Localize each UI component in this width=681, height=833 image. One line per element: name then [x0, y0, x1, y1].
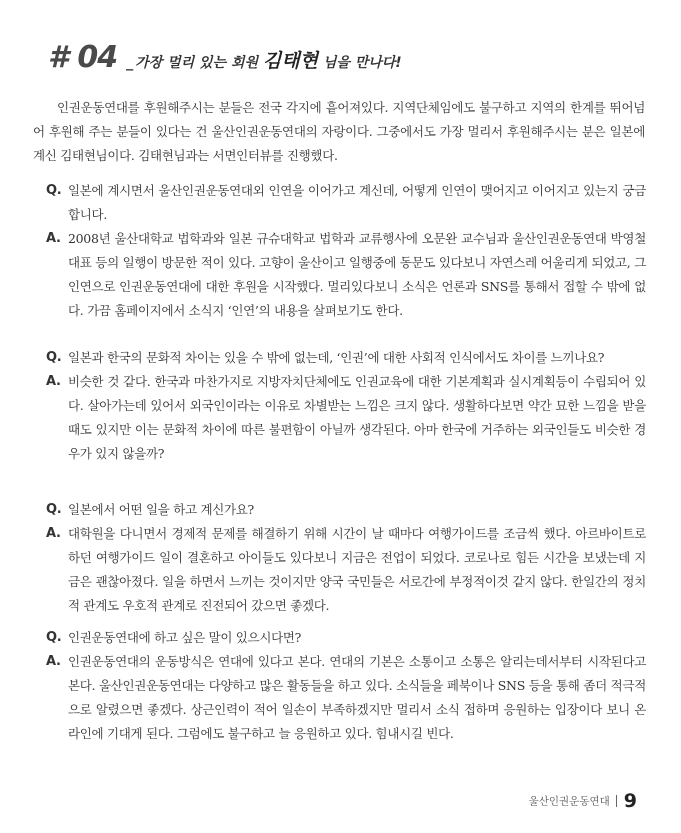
heading-subtitle-post: 님을 만나다! [322, 55, 402, 71]
article-heading [48, 40, 648, 80]
heading-subtitle [122, 50, 402, 72]
member-name: 김태현 [262, 50, 318, 72]
heading-underscore: _ [126, 55, 134, 71]
answer [46, 650, 646, 746]
answer [46, 370, 646, 466]
qa-block [46, 179, 646, 323]
intro-paragraph: 인권운동연대를 후원해주시는 분들은 전국 각지에 흩어져있다. 지역단체임에도 불구하고 지역의 한계를 뛰어넘어 후원해 주는 분들이 있다는 건 울산인권운동연대의 자랑이다. 그중에서도 가장 멀리서 후원해주시는 분은 일본에 계신 김태현님이다. 김태현님과는 서면인터뷰를 진행했다. [33, 100, 645, 163]
answer-text: 대학원을 다니면서 경제적 문제를 해결하기 위해 시간이 날 때마다 여행가이드를 조금씩 했다. 아르바이트로 하던 여행가이드 일이 결혼하고 아이들도 있다보니 지금은 전업이 되었다. 코로나로 힘든 시간을 보냈는데 지금은 괜찮아졌다. 일을 하면서 느끼는 것이지만 양국 국민들은 서로간에 부정적이것 같지 않다. 한일간의 정치적 관계도 우호적 관계로 진전되어 갔으면 좋겠다. [68, 526, 646, 613]
section-number: # 04 [48, 40, 118, 75]
question-text: 일본에서 어떤 일을 하고 계신가요? [68, 502, 254, 517]
question [46, 346, 646, 370]
footer-organization: 울산인권운동연대 [528, 795, 610, 808]
answer-text: 비슷한 것 같다. 한국과 마찬가지로 지방자치단체에도 인권교육에 대한 기본계획과 실시계획등이 수립되어 있다. 살아가는데 있어서 외국인이라는 이유로 차별받는 느낌은 크지 않다. 생활하다보면 약간 묘한 느낌을 받을 때도 있지만 이는 문화적 차이에 따른 불편함이 아닐까 생각된다. 아마 한국에 거주하는 외국인들도 비슷한 경우가 있지 않을까? [68, 374, 646, 461]
answer-text: 인권운동연대의 운동방식은 연대에 있다고 본다. 연대의 기본은 소통이고 소통은 알리는데서부터 시작된다고 본다. 울산인권운동연대는 다양하고 많은 활동들을 하고 있다. 소식들을 페북이나 SNS 등을 통해 좀더 적극적으로 알렸으면 좋겠다. 상근인력이 적어 일손이 부족하겠지만 멀리서 소식 접하며 응원하는 입장이다 보니 온라인에 기대게 된다. 그럼에도 불구하고 늘 응원하고 있다. 힘내시길 빈다. [68, 654, 646, 741]
qa-block [46, 346, 646, 466]
answer [46, 522, 646, 618]
answer-mark: A. [46, 374, 61, 389]
question [46, 498, 646, 522]
answer-mark: A. [46, 526, 61, 541]
question-mark: Q. [46, 502, 62, 517]
qa-block [46, 498, 646, 618]
qa-block [46, 626, 646, 746]
footer-divider [616, 795, 617, 807]
question [46, 626, 646, 650]
question-text: 일본과 한국의 문화적 차이는 있을 수 밖에 없는데, ‘인권’에 대한 사회적 인식에서도 차이를 느끼나요? [68, 350, 605, 365]
heading-subtitle-pre: 가장 멀리 있는 회원 [135, 55, 258, 71]
question-mark: Q. [46, 630, 62, 645]
answer-text: 2008년 울산대학교 법학과와 일본 규슈대학교 법학과 교류행사에 오문완 교수님과 울산인권운동연대 박영철 대표 등의 일행이 방문한 적이 있다. 고향이 울산이고 일행중에 동문도 있다보니 자연스레 어울리게 되었고, 그 인연으로 인권운동연대에 대한 후원을 시작했다. 멀리있다보니 소식은 언론과 SNS를 통해서 접할 수 밖에 없다. 가끔 홈페이지에서 소식지 ‘인연’의 내용을 살펴보기도 한다. [68, 231, 646, 318]
question-text: 인권운동연대에 하고 싶은 말이 있으시다면? [68, 630, 302, 645]
question-text: 일본에 계시면서 울산인권운동연대외 인연을 이어가고 계신데, 어떻게 인연이 맺어지고 이어지고 있는지 궁금합니다. [68, 183, 646, 222]
question-mark: Q. [46, 350, 62, 365]
question-mark: Q. [46, 183, 62, 198]
page-number: 9 [623, 790, 637, 812]
question [46, 179, 646, 227]
answer-mark: A. [46, 231, 61, 246]
page-footer [529, 790, 637, 814]
answer [46, 227, 646, 323]
answer-mark: A. [46, 654, 61, 669]
